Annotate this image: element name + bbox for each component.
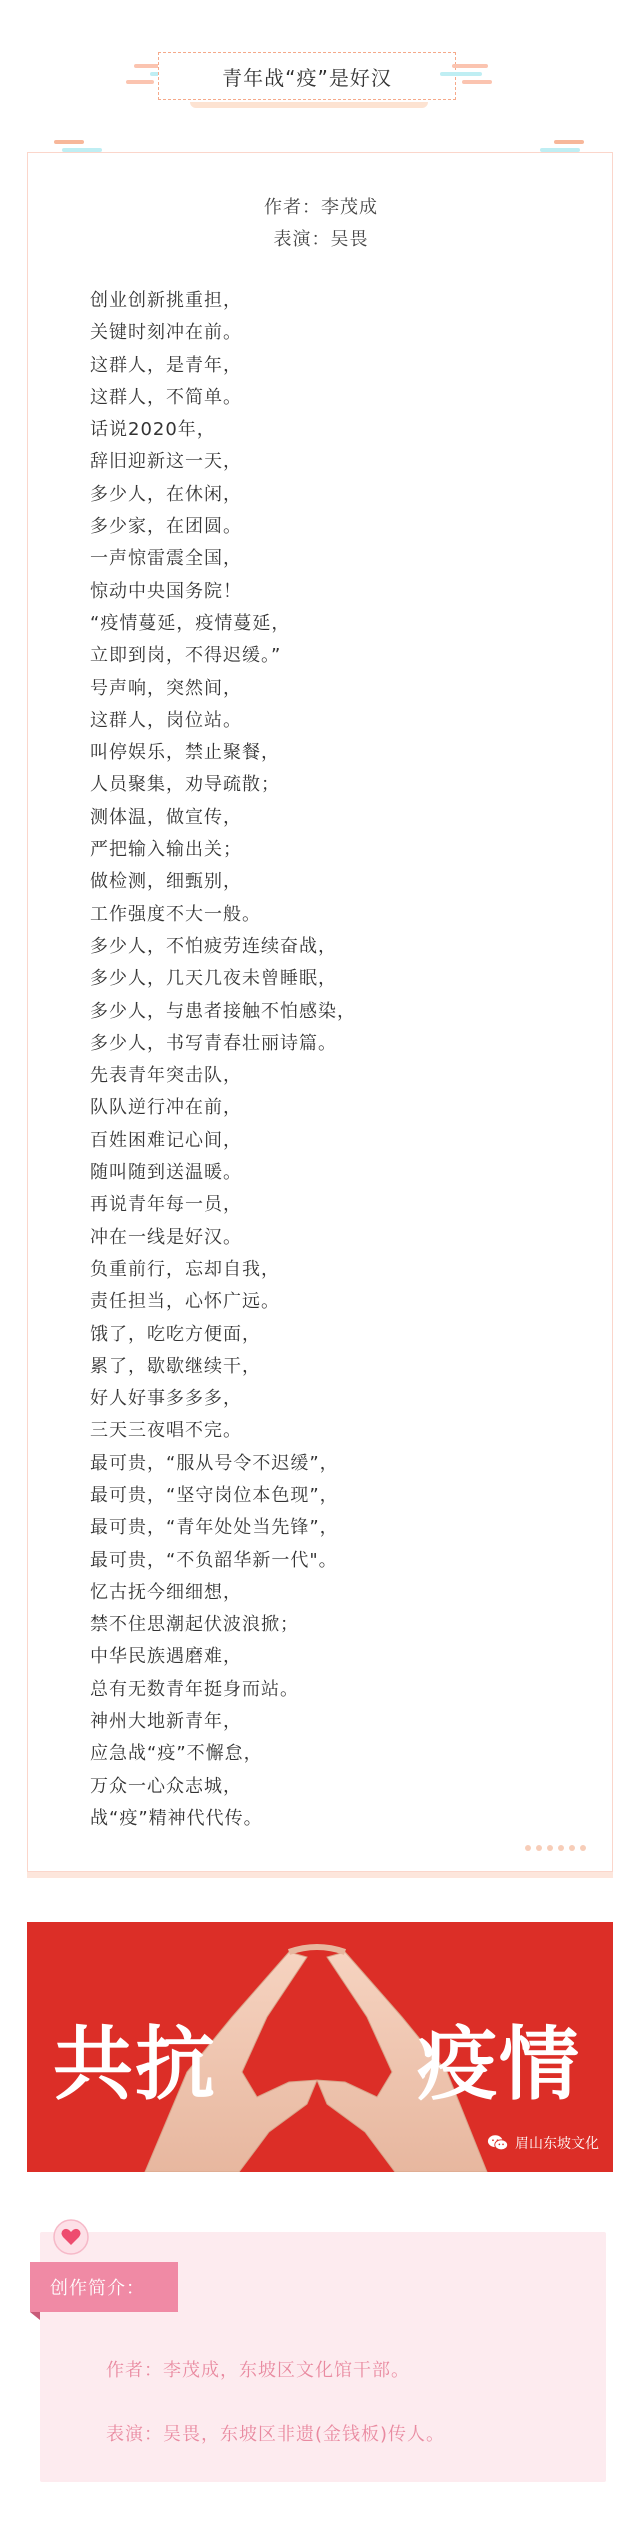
poem-line: 叫停娱乐，禁止聚餐，: [90, 742, 280, 764]
poem-line: 多少人，几天几夜未曾睡眠，: [90, 968, 337, 990]
dot: [580, 1845, 586, 1851]
poem-line: 这群人，岗位站。: [90, 709, 242, 731]
poem-line: 这群人，不简单。: [90, 386, 242, 408]
creation-intro-card: [40, 2232, 606, 2482]
poem-line: 立即到岗，不得迟缓。”: [90, 645, 282, 667]
poem-card: [27, 152, 613, 1872]
poem-line: 忆古抚今细细想，: [90, 1581, 242, 1603]
poem-line: 饿了，吃吃方便面，: [90, 1323, 261, 1345]
title-deco-left-3: [126, 80, 154, 84]
dot: [525, 1845, 531, 1851]
poem-line: 多少人，在休闲，: [90, 483, 242, 505]
poem-line: 万众一心众志城，: [90, 1775, 242, 1797]
poem-line: 再说青年每一员，: [90, 1194, 242, 1216]
poem-line: 多少人，不怕疲劳连续奋战，: [90, 935, 337, 957]
poem-line: 这群人，是青年，: [90, 354, 242, 376]
poem-line: 累了，歇歇继续干，: [90, 1355, 261, 1377]
intro-author-line: 作者：李茂成，东坡区文化馆干部。: [106, 2360, 410, 2381]
title-deco-right-2: [440, 72, 482, 76]
title-section: [0, 44, 640, 114]
poem-line: 好人好事多多多，: [90, 1388, 242, 1410]
poem-line: 一声惊雷震全国，: [90, 548, 242, 570]
poem-line: 三天三夜唱不完。: [90, 1420, 242, 1442]
poem-line: 战“疫”精神代代传。: [90, 1807, 263, 1829]
poem-body: [90, 285, 590, 1835]
poem-line: 百姓困难记心间，: [90, 1129, 242, 1151]
brand-name: 眉山东坡文化: [515, 2136, 599, 2152]
poem-line: 最可贵，“青年处处当先锋”，: [90, 1517, 339, 1539]
brand-watermark: [487, 2132, 599, 2154]
poem-line: 多少家，在团圆。: [90, 516, 242, 538]
dot: [536, 1845, 542, 1851]
fight-epidemic-banner: [27, 1922, 613, 2172]
title-deco-right-3: [462, 80, 492, 84]
poem-line: 总有无数青年挺身而站。: [90, 1678, 299, 1700]
banner-word-left: 共抗: [53, 2020, 217, 2109]
dot: [558, 1845, 564, 1851]
poem-line: 最可贵，“不负韶华新一代"。: [90, 1549, 338, 1571]
poem-line: 关键时刻冲在前。: [90, 322, 242, 344]
poem-line: 禁不住思潮起伏波浪掀；: [90, 1614, 299, 1636]
poem-line: 随叫随到送温暖。: [90, 1162, 242, 1184]
poem-line: 应急战“疫”不懈怠，: [90, 1743, 263, 1765]
intro-label: 创作简介：: [30, 2262, 178, 2312]
card-dots: [525, 1845, 586, 1851]
poem-line: 负重前行，忘却自我，: [90, 1258, 280, 1280]
title-deco-right: [452, 64, 488, 68]
title-box: [158, 52, 456, 100]
poem-line: 多少人，与患者接触不怕感染，: [90, 1000, 356, 1022]
poem-line: 严把输入输出关；: [90, 839, 242, 861]
poem-line: 队队逆行冲在前，: [90, 1097, 242, 1119]
intro-label-fold: [30, 2312, 40, 2320]
dot: [569, 1845, 575, 1851]
performer-credit: 表演：吴畏: [273, 229, 369, 250]
poem-line: 创业创新挑重担，: [90, 290, 242, 311]
poem-line: 惊动中央国务院！: [90, 580, 242, 602]
poem-line: 号声响，突然间，: [90, 677, 242, 699]
intro-performer-line: 表演：吴畏，东坡区非遗(金钱板)传人。: [106, 2424, 446, 2445]
title-underline: [190, 102, 428, 108]
page-title: 青年战“疫”是好汉: [222, 65, 392, 90]
heart-badge-icon: [52, 2218, 90, 2256]
poem-line: 先表青年突击队，: [90, 1065, 242, 1087]
poem-line: 测体温，做宣传，: [90, 806, 242, 828]
card-deco-tl-1: [54, 140, 84, 144]
poem-line: 最可贵，“服从号令不迟缓”，: [90, 1452, 339, 1474]
poem-line: 最可贵，“坚守岗位本色现”，: [90, 1484, 339, 1506]
poem-line: 冲在一线是好汉。: [90, 1226, 242, 1248]
poem-line: 多少人，书写青春壮丽诗篇。: [90, 1032, 337, 1054]
poem-line: 辞旧迎新这一天，: [90, 451, 242, 473]
card-deco-tr-1: [554, 140, 584, 144]
poem-line: 人员聚集，劝导疏散；: [90, 774, 280, 796]
poem-line: 做检测，细甄别，: [90, 871, 242, 893]
author-credit: 作者：李茂成: [264, 197, 378, 218]
wechat-icon: [487, 2132, 509, 2154]
dot: [547, 1845, 553, 1851]
poem-line: “疫情蔓延，疫情蔓延，: [90, 612, 291, 634]
poem-line: 中华民族遇磨难，: [90, 1646, 242, 1668]
poem-line: 神州大地新青年，: [90, 1711, 242, 1733]
poem-line: 责任担当，心怀广远。: [90, 1291, 280, 1313]
banner-word-right: 疫情: [417, 2020, 581, 2109]
poem-line: 话说2020年，: [90, 419, 216, 441]
poem-line: 工作强度不大一般。: [90, 903, 261, 925]
